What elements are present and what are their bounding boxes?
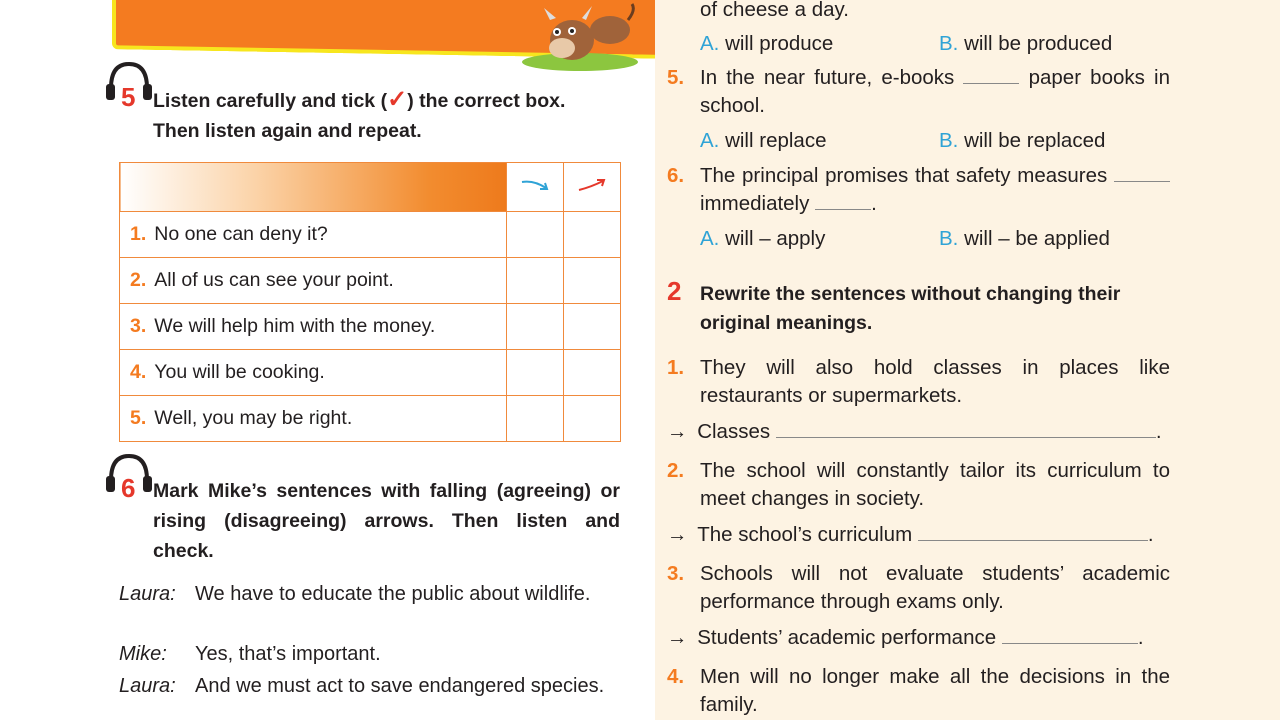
question-number: 3.: [667, 562, 685, 585]
exercise-6-title: Mark Mike’s sentences with falling (agreeing) or rising (disagreeing) arrows. Then listen and check.: [153, 480, 620, 562]
question-number: 5.: [667, 66, 685, 89]
option-letter: B.: [939, 129, 959, 152]
tick-box-rising[interactable]: [564, 258, 621, 304]
speaker-name: Laura:: [119, 583, 176, 605]
arrow-icon: →: [667, 626, 688, 649]
option-text: will – apply: [725, 227, 826, 250]
tick-box-rising[interactable]: [564, 396, 621, 442]
answer-blank[interactable]: [1002, 643, 1138, 644]
tick-box-rising[interactable]: [564, 212, 621, 258]
speaker-name: Mike:: [119, 643, 167, 665]
rewrite-item: [667, 560, 1170, 616]
tick-box-falling[interactable]: [507, 212, 564, 258]
q5-option-a[interactable]: [700, 127, 826, 155]
tick-box-rising[interactable]: [564, 304, 621, 350]
question-text: Men will no longer make all the decisions in the family.: [700, 665, 1170, 716]
falling-arrow-icon: [520, 177, 550, 193]
q4-option-a[interactable]: [700, 30, 833, 58]
table-row: [120, 350, 621, 396]
exercise-5-title: [153, 85, 633, 146]
q5-option-b[interactable]: [939, 127, 1105, 155]
answer-start: The school’s curriculum: [697, 523, 913, 546]
rewrite-item: [667, 354, 1170, 410]
option-letter: B.: [939, 32, 959, 55]
option-text: will be replaced: [964, 129, 1106, 152]
row-number: 2.: [130, 269, 147, 291]
answer-end: .: [1147, 523, 1154, 546]
table-row: [120, 258, 621, 304]
cow-illustration: [510, 0, 640, 72]
q4-fragment: of cheese a day.: [700, 0, 849, 21]
option-text: will replace: [725, 129, 827, 152]
dialogue-line: [119, 580, 621, 616]
question-text: They will also hold classes in places like restaurants or supermarkets.: [700, 356, 1170, 407]
row-number: 3.: [130, 315, 147, 337]
answer-blank[interactable]: [1114, 181, 1170, 182]
option-letter: A.: [700, 32, 720, 55]
rising-arrow-header: [564, 163, 621, 212]
exercise-6-number: 6: [121, 473, 136, 503]
answer-start: Students’ academic performance: [697, 626, 997, 649]
question-text: immediately: [700, 192, 810, 215]
dialogue-text: Yes, that’s important.: [195, 643, 381, 665]
falling-arrow-header: [507, 163, 564, 212]
answer-end: .: [1137, 626, 1144, 649]
exercise-5-number: 5: [121, 82, 136, 112]
question-5: [667, 64, 1170, 120]
question-text: .: [871, 192, 877, 215]
question-number: 1.: [667, 356, 685, 379]
answer-end: .: [1155, 420, 1162, 443]
tick-box-falling[interactable]: [507, 350, 564, 396]
row-sentence: No one can deny it?: [154, 223, 328, 245]
rising-arrow-icon: [577, 177, 607, 193]
table-row: [120, 396, 621, 442]
option-text: will produce: [725, 32, 834, 55]
q4-option-b[interactable]: [939, 30, 1112, 58]
row-number: 5.: [130, 407, 147, 429]
row-sentence: We will help him with the money.: [154, 315, 436, 337]
question-6: [667, 162, 1170, 218]
intonation-table: [119, 162, 621, 442]
arrow-icon: →: [667, 420, 688, 443]
rewrite-answer-line: [667, 521, 1154, 549]
question-text: paper books in school.: [700, 66, 1170, 117]
table-row: [120, 304, 621, 350]
option-letter: B.: [939, 227, 959, 250]
right-page: [655, 0, 1280, 720]
ex5-title-line2: Then listen again and repeat.: [153, 120, 422, 142]
row-sentence: You will be cooking.: [154, 361, 325, 383]
tick-box-falling[interactable]: [507, 396, 564, 442]
arrow-icon: →: [667, 523, 688, 546]
option-text: will – be applied: [964, 227, 1110, 250]
ex5-title-part-b: ) the correct box.: [407, 90, 566, 112]
rewrite-item: [667, 457, 1170, 513]
question-text: The school will constantly tailor its curriculum to meet changes in society.: [700, 459, 1170, 510]
tick-box-falling[interactable]: [507, 304, 564, 350]
q6-option-a[interactable]: [700, 225, 825, 253]
row-number: 4.: [130, 361, 147, 383]
row-sentence: All of us can see your point.: [154, 269, 394, 291]
rewrite-answer-line: [667, 418, 1162, 446]
question-number: 4.: [667, 665, 685, 688]
table-row: [120, 212, 621, 258]
ex5-title-part-a: Listen carefully and tick (: [153, 90, 388, 112]
exercise-2-title: Rewrite the sentences without changing their original meanings.: [700, 283, 1121, 334]
option-letter: A.: [700, 227, 720, 250]
question-number: 2.: [667, 459, 685, 482]
rewrite-answer-line: [667, 624, 1144, 652]
tick-mark-icon: ✓: [387, 86, 408, 113]
speaker-name: Laura:: [119, 675, 176, 697]
answer-blank[interactable]: [918, 540, 1148, 541]
tick-box-rising[interactable]: [564, 350, 621, 396]
row-sentence: Well, you may be right.: [154, 407, 353, 429]
question-text: In the near future, e-books: [700, 66, 955, 89]
answer-blank[interactable]: [815, 209, 871, 210]
q6-option-b[interactable]: [939, 225, 1110, 253]
dialogue-text: We have to educate the public about wildlife.: [195, 583, 591, 605]
row-number: 1.: [130, 223, 147, 245]
rewrite-item: [667, 663, 1170, 719]
question-text: Schools will not evaluate students’ academic performance through exams only.: [700, 562, 1170, 613]
option-letter: A.: [700, 129, 720, 152]
table-header-gradient: [120, 163, 507, 212]
answer-blank[interactable]: [776, 437, 1156, 438]
question-text: The principal promises that safety measures: [700, 164, 1108, 187]
answer-start: Classes: [697, 420, 771, 443]
tick-box-falling[interactable]: [507, 258, 564, 304]
exercise-2-number: 2: [667, 276, 682, 306]
option-text: will be produced: [964, 32, 1113, 55]
answer-blank[interactable]: [963, 83, 1019, 84]
question-number: 6.: [667, 164, 685, 187]
dialogue-text: And we must act to save endangered species.: [195, 675, 605, 697]
